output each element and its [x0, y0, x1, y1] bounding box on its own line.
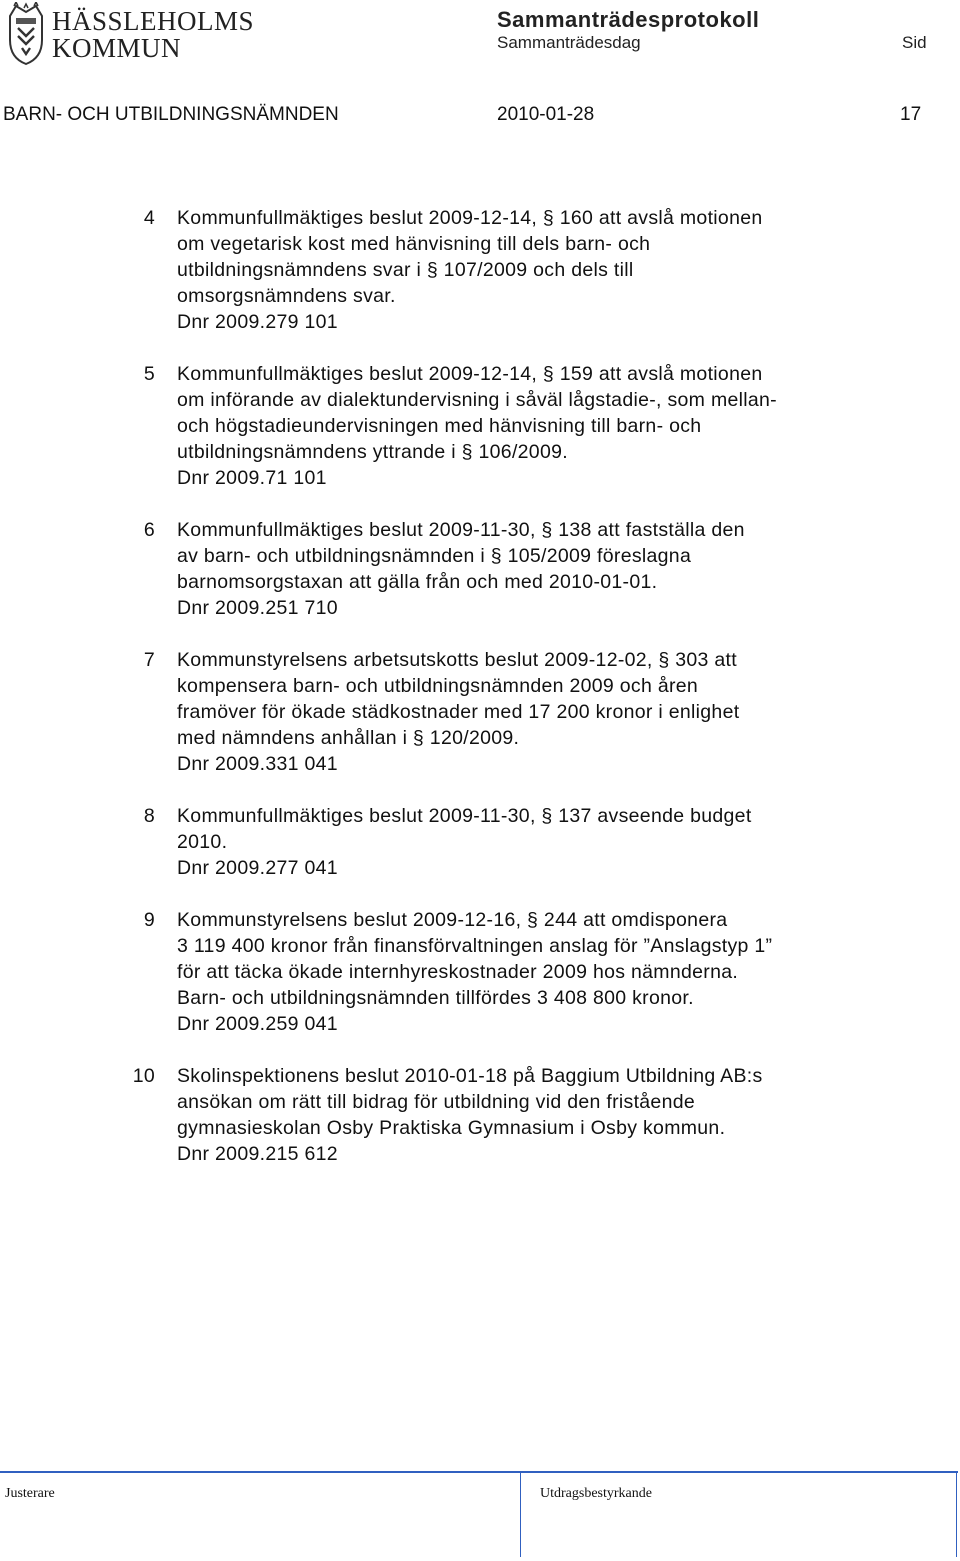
list-item: [0, 1063, 960, 1167]
item-text: Kommunstyrelsens arbetsutskotts beslut 2009-12-02, § 303 att kompensera barn- och utbildningsnämnden 2009 och åren framöver för ökade städkostnader med 17 200 kronor i enlighet med nämndens anhållan i § 120/2009.: [177, 649, 740, 749]
item-dnr: Dnr 2009.279 101: [177, 311, 338, 333]
list-item: [0, 803, 960, 881]
item-number: 7: [143, 649, 155, 671]
list-item: [0, 361, 960, 491]
item-text: Skolinspektionens beslut 2010-01-18 på Baggium Utbildning AB:s ansökan om rätt till bidrag för utbildning vid den fristående gymnasieskolan Osby Praktiska Gymnasium i Osby kommun.: [177, 1065, 763, 1139]
justerare-label: Justerare: [5, 1486, 55, 1501]
board-name: BARN- OCH UTBILDNINGSNÄMNDEN: [3, 104, 339, 125]
document-title: Sammanträdesprotokoll: [497, 7, 760, 32]
item-dnr: Dnr 2009.259 041: [177, 1013, 338, 1035]
list-item: [0, 907, 960, 1037]
item-text: Kommunstyrelsens beslut 2009-12-16, § 244 att omdisponera 3 119 400 kronor från finansförvaltningen anslag för ”Anslagstyp 1” för att täcka ökade internhyreskostnader 2009 hos nämnderna. Barn- och utbildningsnämnden tillfördes 3 408 800 kronor.: [177, 909, 773, 1009]
meeting-date-label: Sammanträdesdag: [497, 33, 641, 52]
item-text: Kommunfullmäktiges beslut 2009-11-30, § 137 avseende budget 2010.: [177, 805, 752, 853]
org-line-2: KOMMUN: [52, 33, 182, 63]
item-number: 6: [143, 519, 155, 541]
list-item: [0, 517, 960, 621]
item-number: 10: [132, 1065, 155, 1087]
justerare-box: [0, 1473, 521, 1557]
item-number: 5: [143, 363, 155, 385]
page-number: 17: [900, 104, 922, 125]
page-label: Sid: [902, 33, 927, 52]
organization-name: [52, 8, 254, 62]
list-item: [0, 647, 960, 777]
item-dnr: Dnr 2009.331 041: [177, 753, 338, 775]
item-text: Kommunfullmäktiges beslut 2009-11-30, § 138 att fastställa den av barn- och utbildningsnämnden i § 105/2009 föreslagna barnomsorgstaxan att gälla från och med 2010-01-01.: [177, 519, 745, 593]
item-number: 9: [143, 909, 155, 931]
agenda-items-list: [0, 205, 960, 1193]
item-dnr: Dnr 2009.215 612: [177, 1143, 338, 1165]
item-text: Kommunfullmäktiges beslut 2009-12-14, § 160 att avslå motionen om vegetarisk kost med hänvisning till dels barn- och utbildningsnämndens svar i § 107/2009 och dels till omsorgsnämndens svar.: [177, 207, 763, 307]
item-number: 4: [143, 207, 155, 229]
meeting-date: 2010-01-28: [497, 104, 595, 125]
item-number: 8: [143, 805, 155, 827]
municipal-crest-logo: [4, 2, 48, 66]
item-dnr: Dnr 2009.71 101: [177, 467, 327, 489]
utdragsbestyrkande-label: Utdragsbestyrkande: [540, 1486, 652, 1501]
item-text: Kommunfullmäktiges beslut 2009-12-14, § 159 att avslå motionen om införande av dialektundervisning i såväl lågstadie-, som mellan- och högstadieundervisningen med hänvisning till barn- och utbildningsnämndens yttrande i § 106/2009.: [177, 363, 777, 463]
org-line-1: HÄSSLEHOLMS: [52, 6, 255, 36]
item-dnr: Dnr 2009.251 710: [177, 597, 338, 619]
list-item: [0, 205, 960, 335]
item-dnr: Dnr 2009.277 041: [177, 857, 338, 879]
